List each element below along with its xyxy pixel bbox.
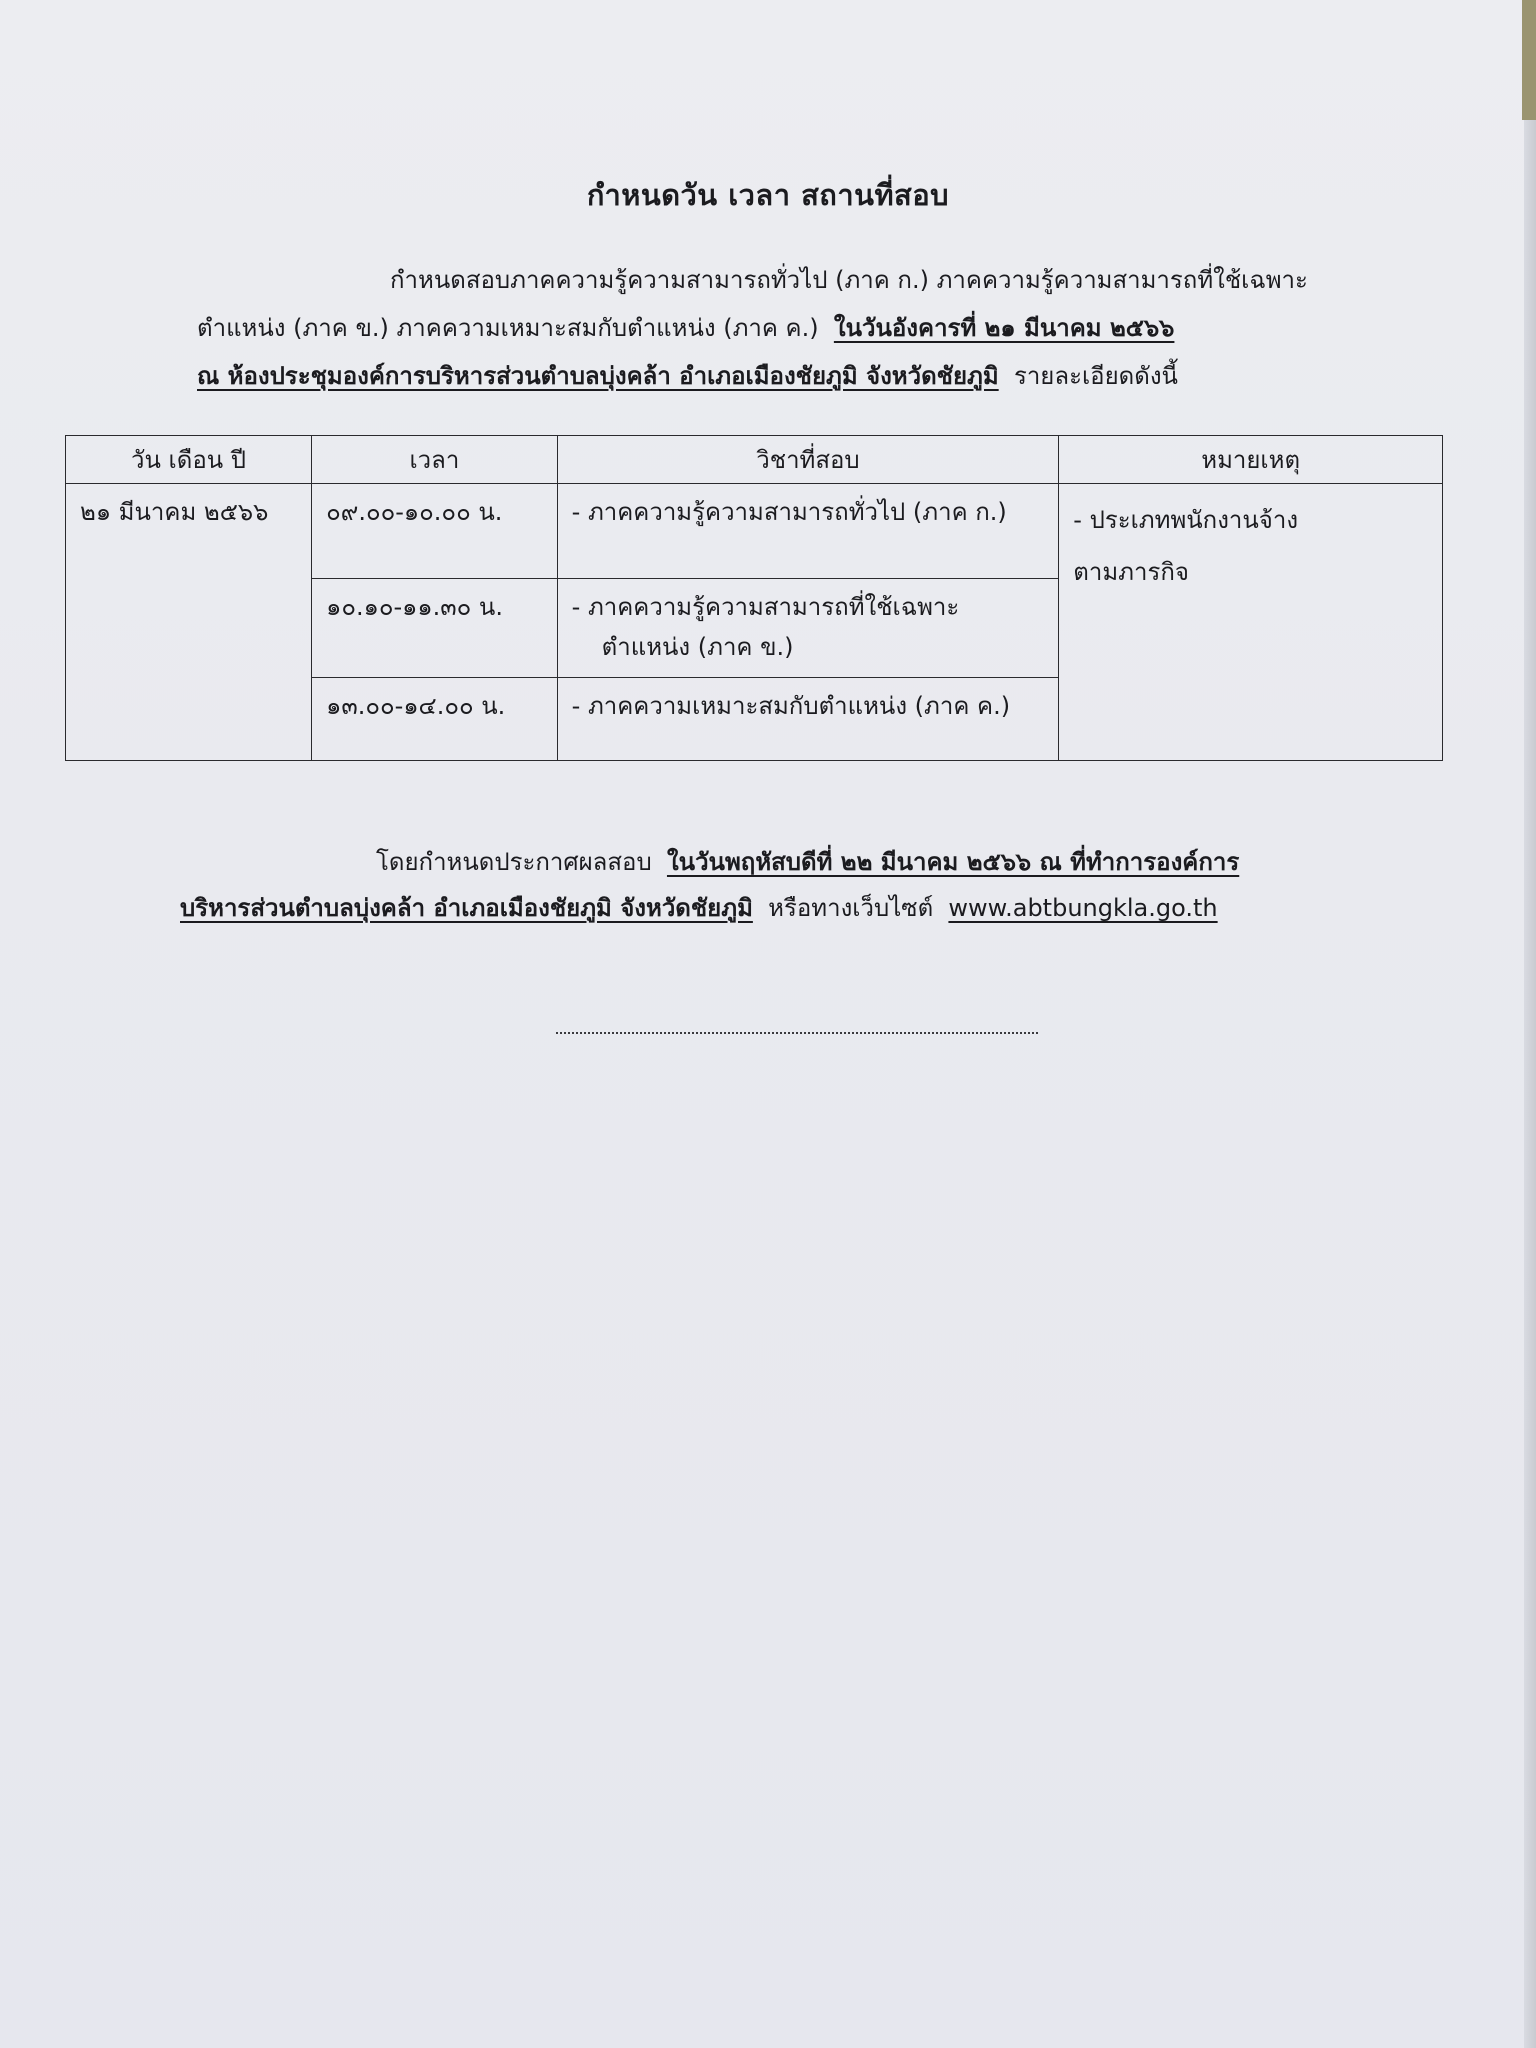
result-line-2 [180,886,1218,930]
document-title: กำหนดวัน เวลา สถานที่สอบ [586,178,950,212]
time-cell: ๐๙.๐๐-๑๐.๐๐ น. [312,484,558,579]
website-link[interactable]: www.abtbungkla.go.th [948,894,1218,922]
intro-line-2-text: ตำแหน่ง (ภาค ข.) ภาคความเหมาะสมกับตำแหน่ง (ภาค ค.) [197,314,819,342]
exam-date-cell: ๒๑ มีนาคม ๒๕๖๖ [66,484,312,761]
intro-line-2 [197,306,1174,350]
result-date-emphasis: ในวันพฤหัสบดีที่ ๒๒ มีนาคม ๒๕๖๖ ณ ที่ทำการองค์การ [666,848,1240,876]
intro-line-3 [197,354,1178,398]
note-cell [1059,484,1443,761]
subject-cell [557,579,1059,678]
subject-text: - ภาคความรู้ความสามารถที่ใช้เฉพาะ [571,593,960,621]
exam-schedule-table [65,435,1443,761]
note-line-2: ตามภารกิจ [1073,558,1189,586]
subject-text: - ภาคความรู้ความสามารถทั่วไป (ภาค ก.) [571,498,1007,526]
time-cell: ๑๐.๑๐-๑๑.๓๐ น. [312,579,558,678]
table-header-row [66,436,1443,484]
result-venue-emphasis: บริหารส่วนตำบลบุ่งคล้า อำเภอเมืองชัยภูมิ จังหวัดชัยภูมิ [180,894,753,922]
intro-line-1: กำหนดสอบภาคความรู้ความสามารถทั่วไป (ภาค ก.) ภาคความรู้ความสามารถที่ใช้เฉพาะ [390,266,1308,294]
note-line-1: - ประเภทพนักงานจ้าง [1073,506,1299,534]
result-line-2-text: หรือทางเว็บไซต์ [768,894,934,922]
header-note: หมายเหตุ [1059,436,1443,484]
result-line-1-text: โดยกำหนดประกาศผลสอบ [376,848,652,876]
time-cell: ๑๓.๐๐-๑๔.๐๐ น. [312,678,558,761]
subject-cell [557,678,1059,761]
page-edge [1524,0,1536,2048]
intro-line-3-text: รายละเอียดดังนี้ [1013,362,1178,390]
background-edge [1522,0,1536,120]
dotted-end-line [556,1032,1038,1034]
subject-cell [557,484,1059,579]
result-line-1 [376,840,1239,884]
exam-venue-emphasis: ณ ห้องประชุมองค์การบริหารส่วนตำบลบุ่งคล้า อำเภอเมืองชัยภูมิ จังหวัดชัยภูมิ [197,362,999,390]
subject-text-continued: ตำแหน่ง (ภาค ข.) [601,633,794,661]
header-subject: วิชาที่สอบ [557,436,1059,484]
exam-date-emphasis: ในวันอังคารที่ ๒๑ มีนาคม ๒๕๖๖ [833,314,1175,342]
header-date: วัน เดือน ปี [66,436,312,484]
header-time: เวลา [312,436,558,484]
subject-text: - ภาคความเหมาะสมกับตำแหน่ง (ภาค ค.) [571,692,1011,720]
table-row [66,484,1443,579]
